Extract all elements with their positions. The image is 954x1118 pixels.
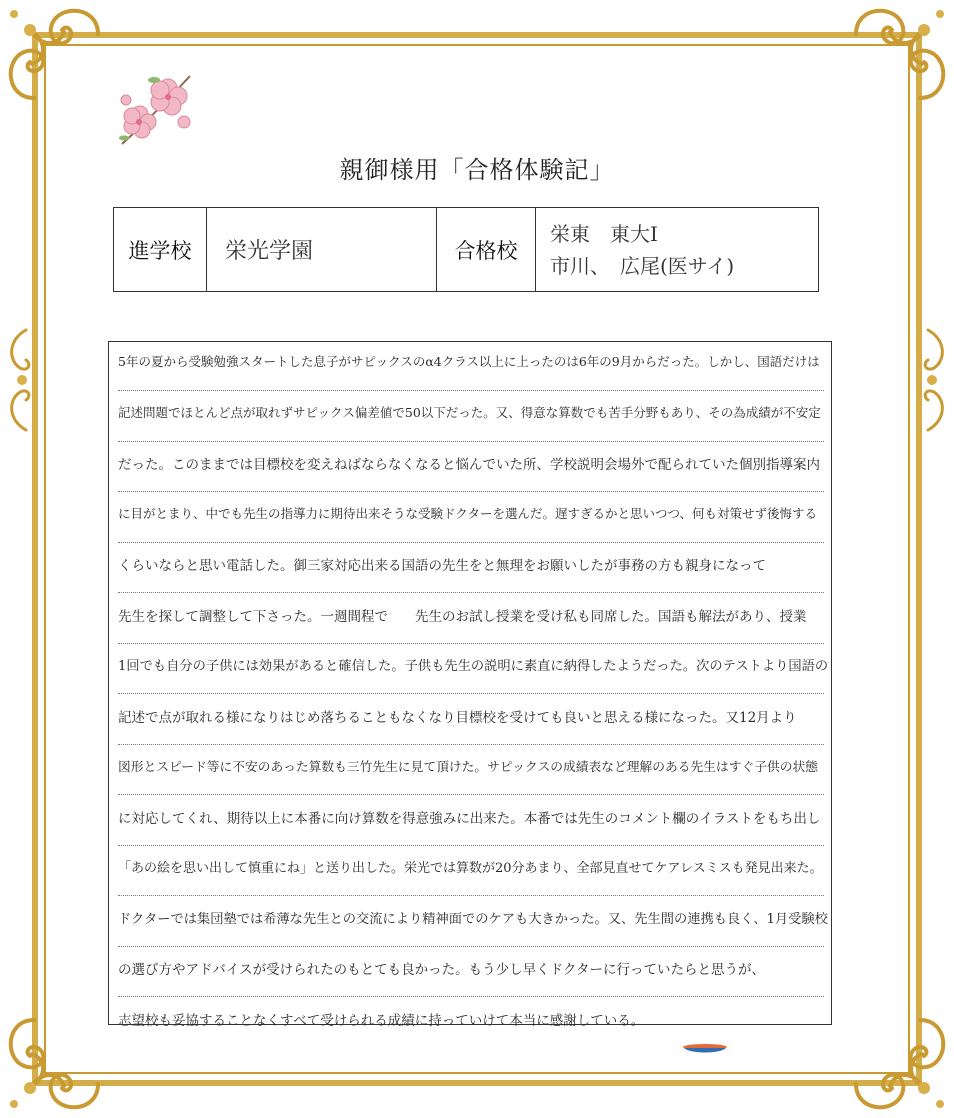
- school-label: 進学校: [114, 208, 207, 292]
- passed-label: 合格校: [437, 208, 536, 292]
- dotted-rule: [118, 390, 824, 391]
- essay-line: 先生を探して調整して下さった。一週間程で 先生のお試し授業を受け私も同席した。国語も解法があり、授業: [118, 608, 807, 625]
- essay-line: 記述問題でほとんど点が取れずサピックス偏差値で50以下だった。又、得意な算数でも苦手分野もあり、その為成績が不安定: [118, 404, 821, 420]
- dotted-rule: [118, 693, 824, 694]
- dotted-rule: [118, 592, 824, 593]
- essay-line: に対応してくれ、期待以上に本番に向け算数を得意強みに出来た。本番では先生のコメント欄のイラストをもち出し: [118, 810, 821, 827]
- cherry-blossom-icon: [112, 66, 198, 152]
- dotted-rule: [118, 542, 824, 543]
- essay-line: 志望校も妥協することなくすべて受けられる成績に持っていけて本当に感謝している。: [118, 1012, 645, 1029]
- essay-line: くらいならと思い電話した。御三家対応出来る国語の先生をと無理をお願いしたが事務の方も親身になって: [118, 558, 766, 574]
- essay-line: だった。このままでは目標校を変えねばならなくなると悩んでいた所、学校説明会場外で配られていた個別指導案内: [118, 457, 820, 473]
- dotted-rule: [118, 845, 824, 846]
- side-ornament-icon: [918, 320, 952, 440]
- dotted-rule: [118, 895, 824, 896]
- essay-line: 図形とスピード等に不安のあった算数も三竹先生に見て頂けた。サピックスの成績表など理解のある先生はすぐ子供の状態: [118, 760, 818, 775]
- dotted-rule: [118, 794, 824, 795]
- dotted-rule: [118, 996, 824, 997]
- essay-line: 5年の夏から受験勉強スタートした息子がサピックスのα4クラス以上に上ったのは6年の9月からだった。しかし、国語だけは: [118, 354, 820, 369]
- essay-line: 1回でも自分の子供には効果があると確信した。子供も先生の説明に素直に納得したようだった。次のテストより国語の: [118, 659, 828, 674]
- page-title: 親御様用「合格体験記」: [339, 156, 615, 184]
- dotted-rule: [118, 491, 824, 492]
- corner-ornament-icon: [0, 0, 120, 120]
- essay-line: に目がとまり、中でも先生の指導力に期待出来そうな受験ドクターを選んだ。遅すぎるかと思いつつ、何も対策せず後悔する: [118, 505, 818, 521]
- dotted-rule: [118, 946, 824, 947]
- essay-line: 記述で点が取れる様になりはじめ落ちることもなくなり目標校を受けても良いと思える様になった。又12月より: [118, 709, 797, 726]
- dotted-rule: [118, 441, 824, 442]
- passed-schools: [536, 208, 819, 292]
- passed-schools-line: 栄東 東大Ⅰ: [550, 221, 658, 246]
- decorative-bowl-icon: [680, 1043, 730, 1055]
- school-value: 栄光学園: [207, 208, 437, 292]
- essay-line: の選び方やアドバイスが受けられたのもとても良かった。もう少し早くドクターに行っていたらと思うが、: [118, 962, 766, 978]
- side-ornament-icon: [2, 320, 36, 440]
- essay-line: ドクターでは集団塾では希薄な先生との交流により精神面でのケアも大きかった。又、先生間の連携も良く、1月受験校: [118, 911, 828, 927]
- dotted-rule: [118, 744, 824, 745]
- corner-ornament-icon: [834, 0, 954, 120]
- corner-ornament-icon: [0, 998, 120, 1118]
- dotted-rule: [118, 643, 824, 644]
- school-info-table: [113, 207, 819, 292]
- essay-line: 「あの絵を思い出して慎重にね」と送り出した。栄光では算数が20分あまり、全部見直せてケアレスミスも発見出来た。: [118, 861, 823, 876]
- corner-ornament-icon: [834, 998, 954, 1118]
- passed-schools-line: 市川、 広尾(医サイ): [550, 253, 735, 278]
